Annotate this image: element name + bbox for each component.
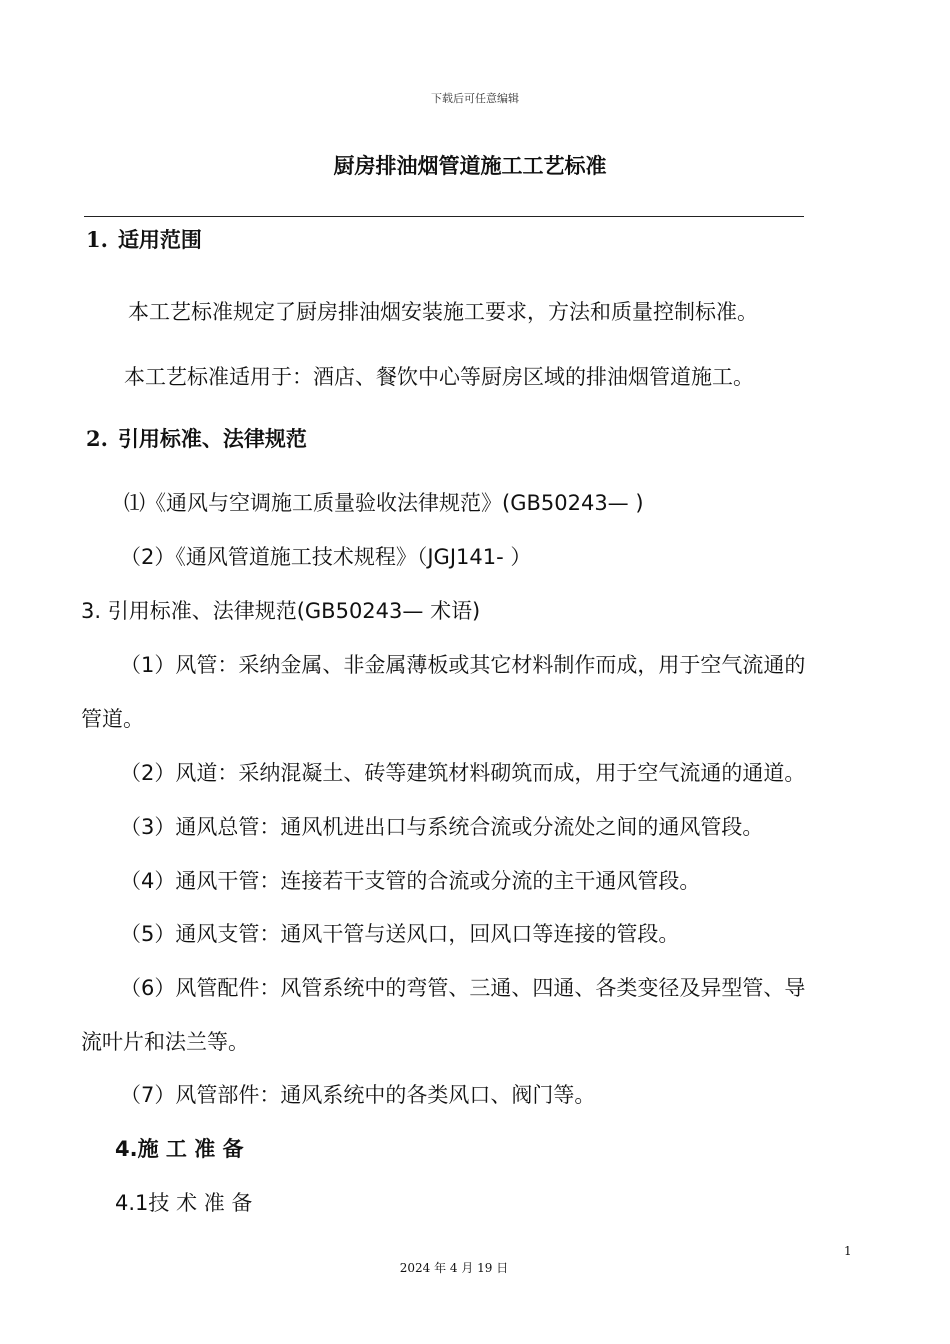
section-4-1-heading: 4.1技 术 准 备 [115,1191,253,1215]
section-3-item-1-line-2: 管道。 [81,707,144,731]
section-1-paragraph-1: 本工艺标准规定了厨房排油烟安装施工要求，方法和质量控制标准。 [128,300,758,324]
section-2-title: 引用标准、法律规范 [117,427,307,451]
section-2-heading [86,423,307,453]
section-1-number: 1. [86,227,108,252]
section-3-item-1-line-1: （1）风管：采纳金属、非金属薄板或其它材料制作而成，用于空气流通的 [120,653,806,677]
section-2-item-2: （2）《通风管道施工技术规程》（JGJ141- ） [120,545,532,569]
section-2-number: 2. [86,426,108,451]
section-1-title: 适用范围 [117,228,202,252]
section-3-item-6-line-1: （6）风管配件：风管系统中的弯管、三通、四通、各类变径及异型管、导 [120,976,806,1000]
document-title: 厨房排油烟管道施工工艺标准 [333,154,607,178]
section-3-heading: 3. 引用标准、法律规范(GB50243— 术语) [81,599,481,623]
section-3-item-6-line-2: 流叶片和法兰等。 [81,1030,249,1054]
title-divider [84,216,804,217]
section-1-heading [86,224,202,254]
section-2-item-1: ⑴《通风与空调施工质量验收法律规范》(GB50243— ) [124,491,644,515]
section-3-item-2: （2）风道：采纳混凝土、砖等建筑材料砌筑而成，用于空气流通的通道。 [120,761,806,785]
section-3-item-4: （4）通风干管：连接若干支管的合流或分流的主干通风管段。 [120,869,701,893]
section-4-heading: 4.施 工 准 备 [115,1137,244,1161]
section-3-item-7: （7）风管部件：通风系统中的各类风口、阀门等。 [120,1083,596,1107]
section-3-item-3: （3）通风总管：通风机进出口与系统合流或分流处之间的通风管段。 [120,815,764,839]
header-note: 下载后可任意编辑 [431,92,519,105]
page-number: 1 [844,1244,852,1258]
section-3-item-5: （5）通风支管：通风干管与送风口，回风口等连接的管段。 [120,922,680,946]
section-1-paragraph-2: 本工艺标准适用于：酒店、餐饮中心等厨房区域的排油烟管道施工。 [124,365,754,389]
footer-date: 2024 年 4 月 19 日 [399,1261,509,1275]
